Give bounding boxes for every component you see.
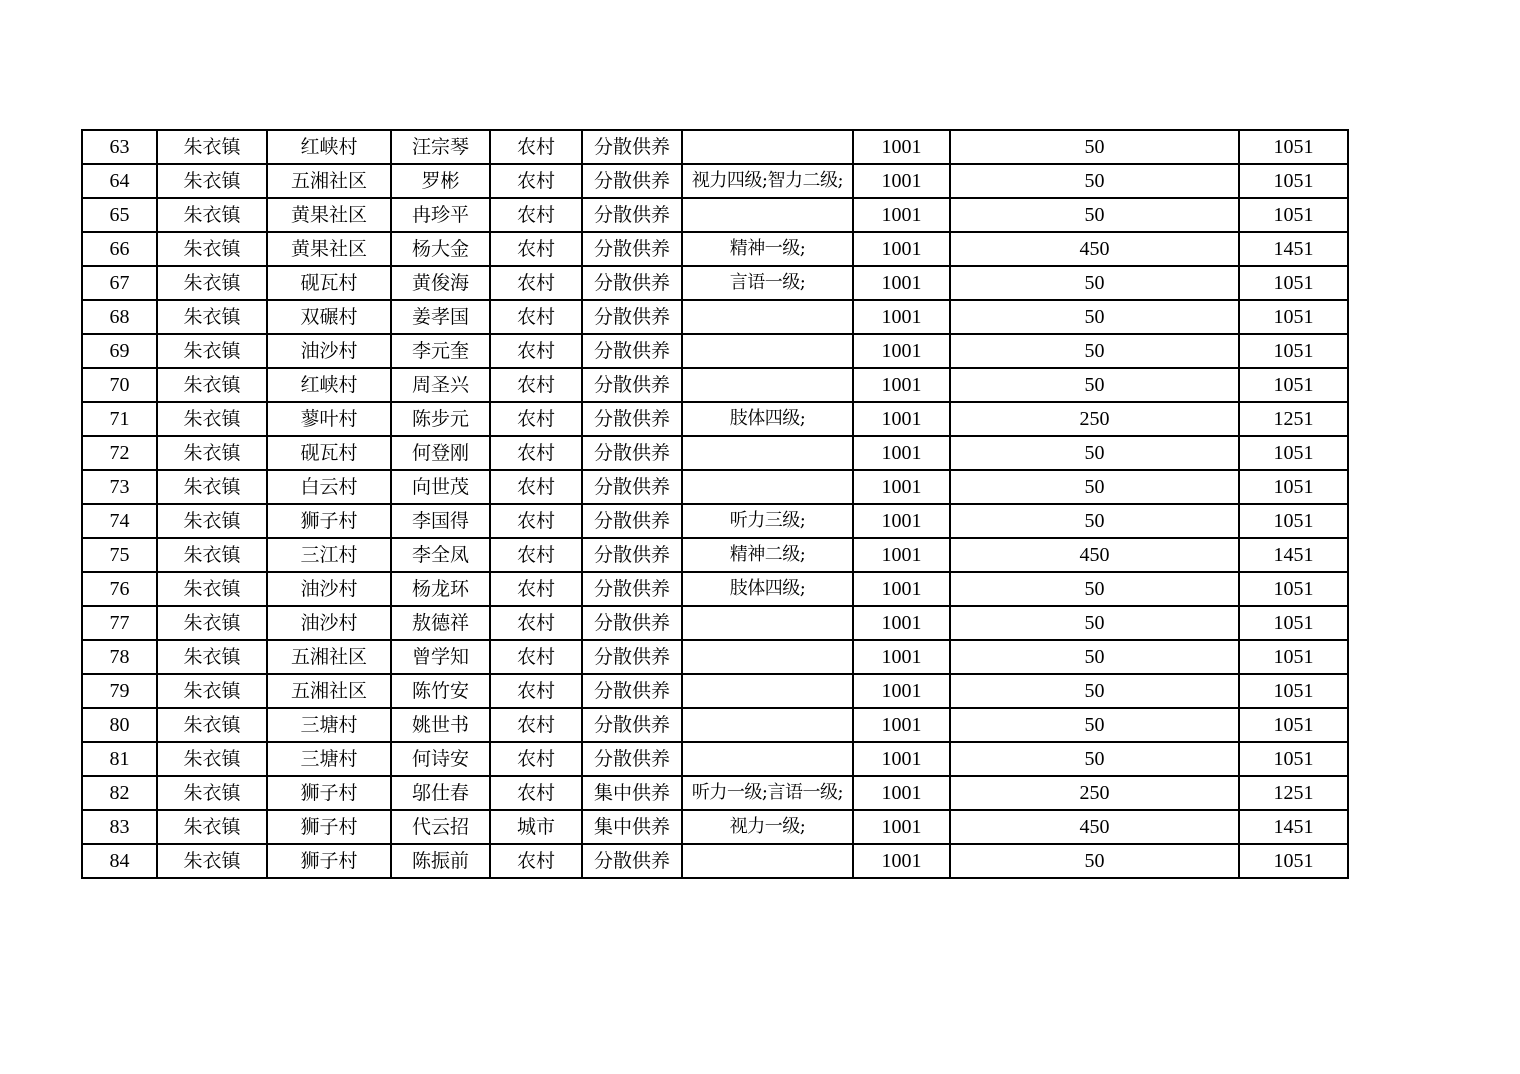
cell-village: 五湘社区: [267, 164, 391, 198]
cell-village: 红峡村: [267, 368, 391, 402]
cell-name: 汪宗琴: [391, 130, 490, 164]
cell-household-type: 农村: [490, 470, 582, 504]
cell-index: 83: [82, 810, 157, 844]
cell-town: 朱衣镇: [157, 674, 267, 708]
cell-town: 朱衣镇: [157, 436, 267, 470]
cell-extra-amount: 50: [950, 708, 1239, 742]
cell-base-amount: 1001: [853, 368, 950, 402]
table-row: [82, 844, 1348, 878]
cell-base-amount: 1001: [853, 300, 950, 334]
cell-extra-amount: 50: [950, 130, 1239, 164]
cell-name: 李元奎: [391, 334, 490, 368]
cell-village: 蓼叶村: [267, 402, 391, 436]
cell-village: 五湘社区: [267, 640, 391, 674]
cell-index: 63: [82, 130, 157, 164]
cell-support-type: 分散供养: [582, 708, 682, 742]
cell-extra-amount: 50: [950, 606, 1239, 640]
table-row: [82, 572, 1348, 606]
cell-village: 油沙村: [267, 572, 391, 606]
cell-disability: [682, 674, 853, 708]
cell-name: 罗彬: [391, 164, 490, 198]
cell-disability: 视力四级;智力二级;: [682, 164, 853, 198]
cell-village: 三江村: [267, 538, 391, 572]
cell-index: 72: [82, 436, 157, 470]
cell-disability: 精神一级;: [682, 232, 853, 266]
cell-total-amount: 1451: [1239, 538, 1348, 572]
cell-index: 65: [82, 198, 157, 232]
cell-extra-amount: 50: [950, 198, 1239, 232]
cell-total-amount: 1051: [1239, 436, 1348, 470]
cell-total-amount: 1251: [1239, 776, 1348, 810]
cell-household-type: 农村: [490, 640, 582, 674]
cell-name: 李全凤: [391, 538, 490, 572]
cell-name: 邬仕春: [391, 776, 490, 810]
cell-town: 朱衣镇: [157, 232, 267, 266]
cell-name: 陈竹安: [391, 674, 490, 708]
cell-index: 79: [82, 674, 157, 708]
table-row: [82, 810, 1348, 844]
cell-support-type: 分散供养: [582, 334, 682, 368]
cell-base-amount: 1001: [853, 538, 950, 572]
cell-base-amount: 1001: [853, 810, 950, 844]
cell-disability: [682, 640, 853, 674]
cell-base-amount: 1001: [853, 640, 950, 674]
cell-household-type: 农村: [490, 198, 582, 232]
cell-household-type: 农村: [490, 402, 582, 436]
cell-index: 73: [82, 470, 157, 504]
cell-disability: [682, 470, 853, 504]
cell-support-type: 集中供养: [582, 810, 682, 844]
cell-household-type: 农村: [490, 504, 582, 538]
cell-total-amount: 1051: [1239, 368, 1348, 402]
cell-extra-amount: 50: [950, 640, 1239, 674]
cell-village: 砚瓦村: [267, 436, 391, 470]
cell-household-type: 农村: [490, 130, 582, 164]
cell-name: 黄俊海: [391, 266, 490, 300]
cell-household-type: 农村: [490, 742, 582, 776]
cell-extra-amount: 50: [950, 674, 1239, 708]
cell-extra-amount: 50: [950, 504, 1239, 538]
cell-village: 油沙村: [267, 606, 391, 640]
table-row: [82, 674, 1348, 708]
cell-village: 狮子村: [267, 504, 391, 538]
cell-total-amount: 1051: [1239, 844, 1348, 878]
table-row: [82, 708, 1348, 742]
cell-extra-amount: 50: [950, 844, 1239, 878]
cell-support-type: 分散供养: [582, 844, 682, 878]
cell-disability: [682, 844, 853, 878]
cell-base-amount: 1001: [853, 436, 950, 470]
cell-extra-amount: 50: [950, 368, 1239, 402]
cell-village: 砚瓦村: [267, 266, 391, 300]
cell-base-amount: 1001: [853, 470, 950, 504]
table-row: [82, 164, 1348, 198]
table-row: [82, 776, 1348, 810]
cell-extra-amount: 50: [950, 266, 1239, 300]
cell-support-type: 分散供养: [582, 742, 682, 776]
cell-household-type: 农村: [490, 572, 582, 606]
table-row: [82, 300, 1348, 334]
cell-disability: 肢体四级;: [682, 402, 853, 436]
cell-total-amount: 1051: [1239, 640, 1348, 674]
cell-name: 姚世书: [391, 708, 490, 742]
cell-household-type: 农村: [490, 164, 582, 198]
table-row: [82, 130, 1348, 164]
cell-total-amount: 1051: [1239, 266, 1348, 300]
cell-base-amount: 1001: [853, 232, 950, 266]
cell-name: 周圣兴: [391, 368, 490, 402]
cell-base-amount: 1001: [853, 674, 950, 708]
cell-base-amount: 1001: [853, 504, 950, 538]
cell-extra-amount: 50: [950, 572, 1239, 606]
cell-index: 68: [82, 300, 157, 334]
cell-name: 何诗安: [391, 742, 490, 776]
cell-base-amount: 1001: [853, 130, 950, 164]
cell-village: 黄果社区: [267, 232, 391, 266]
table-row: [82, 436, 1348, 470]
cell-total-amount: 1451: [1239, 810, 1348, 844]
table-row: [82, 470, 1348, 504]
cell-disability: [682, 436, 853, 470]
table-row: [82, 198, 1348, 232]
cell-town: 朱衣镇: [157, 402, 267, 436]
cell-total-amount: 1051: [1239, 198, 1348, 232]
cell-support-type: 分散供养: [582, 232, 682, 266]
cell-name: 李国得: [391, 504, 490, 538]
table-row: [82, 334, 1348, 368]
cell-village: 三塘村: [267, 742, 391, 776]
cell-village: 红峡村: [267, 130, 391, 164]
cell-index: 66: [82, 232, 157, 266]
cell-support-type: 分散供养: [582, 130, 682, 164]
cell-extra-amount: 50: [950, 436, 1239, 470]
cell-extra-amount: 50: [950, 164, 1239, 198]
cell-name: 姜孝国: [391, 300, 490, 334]
cell-household-type: 农村: [490, 266, 582, 300]
cell-disability: 肢体四级;: [682, 572, 853, 606]
cell-household-type: 农村: [490, 232, 582, 266]
cell-household-type: 农村: [490, 538, 582, 572]
cell-name: 杨大金: [391, 232, 490, 266]
cell-extra-amount: 250: [950, 402, 1239, 436]
cell-total-amount: 1051: [1239, 742, 1348, 776]
cell-name: 陈步元: [391, 402, 490, 436]
cell-household-type: 农村: [490, 368, 582, 402]
cell-index: 74: [82, 504, 157, 538]
cell-village: 白云村: [267, 470, 391, 504]
cell-index: 69: [82, 334, 157, 368]
cell-village: 狮子村: [267, 844, 391, 878]
table-row: [82, 640, 1348, 674]
cell-name: 向世茂: [391, 470, 490, 504]
cell-support-type: 集中供养: [582, 776, 682, 810]
cell-town: 朱衣镇: [157, 368, 267, 402]
cell-town: 朱衣镇: [157, 504, 267, 538]
cell-disability: 听力一级;言语一级;: [682, 776, 853, 810]
cell-total-amount: 1051: [1239, 164, 1348, 198]
cell-name: 杨龙环: [391, 572, 490, 606]
cell-index: 64: [82, 164, 157, 198]
cell-disability: 言语一级;: [682, 266, 853, 300]
cell-base-amount: 1001: [853, 334, 950, 368]
cell-base-amount: 1001: [853, 402, 950, 436]
cell-total-amount: 1451: [1239, 232, 1348, 266]
cell-support-type: 分散供养: [582, 470, 682, 504]
cell-name: 何登刚: [391, 436, 490, 470]
cell-total-amount: 1051: [1239, 334, 1348, 368]
cell-total-amount: 1051: [1239, 470, 1348, 504]
table-row: [82, 742, 1348, 776]
cell-town: 朱衣镇: [157, 742, 267, 776]
cell-name: 代云招: [391, 810, 490, 844]
cell-index: 75: [82, 538, 157, 572]
cell-town: 朱衣镇: [157, 300, 267, 334]
table-row: [82, 402, 1348, 436]
cell-household-type: 城市: [490, 810, 582, 844]
cell-disability: [682, 300, 853, 334]
cell-village: 双碾村: [267, 300, 391, 334]
cell-support-type: 分散供养: [582, 572, 682, 606]
cell-village: 五湘社区: [267, 674, 391, 708]
cell-index: 81: [82, 742, 157, 776]
cell-household-type: 农村: [490, 606, 582, 640]
cell-support-type: 分散供养: [582, 436, 682, 470]
cell-total-amount: 1251: [1239, 402, 1348, 436]
cell-base-amount: 1001: [853, 708, 950, 742]
cell-extra-amount: 450: [950, 232, 1239, 266]
cell-index: 84: [82, 844, 157, 878]
cell-household-type: 农村: [490, 776, 582, 810]
cell-base-amount: 1001: [853, 572, 950, 606]
cell-disability: 精神二级;: [682, 538, 853, 572]
cell-base-amount: 1001: [853, 606, 950, 640]
cell-household-type: 农村: [490, 708, 582, 742]
cell-index: 76: [82, 572, 157, 606]
cell-base-amount: 1001: [853, 742, 950, 776]
cell-town: 朱衣镇: [157, 776, 267, 810]
cell-support-type: 分散供养: [582, 164, 682, 198]
cell-village: 狮子村: [267, 810, 391, 844]
data-table: [81, 129, 1349, 879]
cell-village: 三塘村: [267, 708, 391, 742]
cell-total-amount: 1051: [1239, 708, 1348, 742]
cell-town: 朱衣镇: [157, 198, 267, 232]
cell-town: 朱衣镇: [157, 470, 267, 504]
cell-base-amount: 1001: [853, 198, 950, 232]
cell-disability: [682, 742, 853, 776]
cell-base-amount: 1001: [853, 266, 950, 300]
cell-support-type: 分散供养: [582, 300, 682, 334]
cell-household-type: 农村: [490, 674, 582, 708]
cell-household-type: 农村: [490, 436, 582, 470]
cell-extra-amount: 50: [950, 742, 1239, 776]
cell-total-amount: 1051: [1239, 130, 1348, 164]
cell-town: 朱衣镇: [157, 334, 267, 368]
cell-index: 78: [82, 640, 157, 674]
table-row: [82, 504, 1348, 538]
cell-village: 油沙村: [267, 334, 391, 368]
cell-village: 黄果社区: [267, 198, 391, 232]
cell-base-amount: 1001: [853, 776, 950, 810]
cell-base-amount: 1001: [853, 844, 950, 878]
cell-support-type: 分散供养: [582, 402, 682, 436]
cell-index: 80: [82, 708, 157, 742]
cell-index: 70: [82, 368, 157, 402]
cell-town: 朱衣镇: [157, 844, 267, 878]
table-row: [82, 368, 1348, 402]
cell-disability: [682, 606, 853, 640]
cell-name: 曾学知: [391, 640, 490, 674]
table-row: [82, 232, 1348, 266]
cell-support-type: 分散供养: [582, 504, 682, 538]
cell-index: 77: [82, 606, 157, 640]
cell-index: 71: [82, 402, 157, 436]
cell-household-type: 农村: [490, 844, 582, 878]
cell-name: 敖德祥: [391, 606, 490, 640]
cell-support-type: 分散供养: [582, 266, 682, 300]
cell-disability: [682, 198, 853, 232]
cell-disability: 听力三级;: [682, 504, 853, 538]
cell-town: 朱衣镇: [157, 538, 267, 572]
cell-town: 朱衣镇: [157, 572, 267, 606]
cell-name: 陈振前: [391, 844, 490, 878]
cell-household-type: 农村: [490, 334, 582, 368]
cell-extra-amount: 50: [950, 300, 1239, 334]
cell-index: 67: [82, 266, 157, 300]
cell-support-type: 分散供养: [582, 606, 682, 640]
table-row: [82, 266, 1348, 300]
table-row: [82, 538, 1348, 572]
cell-town: 朱衣镇: [157, 640, 267, 674]
cell-total-amount: 1051: [1239, 606, 1348, 640]
cell-support-type: 分散供养: [582, 674, 682, 708]
cell-town: 朱衣镇: [157, 164, 267, 198]
cell-name: 冉珍平: [391, 198, 490, 232]
cell-total-amount: 1051: [1239, 674, 1348, 708]
cell-disability: [682, 334, 853, 368]
cell-household-type: 农村: [490, 300, 582, 334]
cell-disability: [682, 130, 853, 164]
cell-extra-amount: 50: [950, 334, 1239, 368]
cell-support-type: 分散供养: [582, 640, 682, 674]
cell-disability: 视力一级;: [682, 810, 853, 844]
cell-town: 朱衣镇: [157, 810, 267, 844]
cell-extra-amount: 250: [950, 776, 1239, 810]
cell-extra-amount: 450: [950, 538, 1239, 572]
cell-town: 朱衣镇: [157, 130, 267, 164]
table-body: [82, 130, 1348, 878]
cell-base-amount: 1001: [853, 164, 950, 198]
cell-disability: [682, 708, 853, 742]
cell-support-type: 分散供养: [582, 198, 682, 232]
cell-support-type: 分散供养: [582, 538, 682, 572]
cell-total-amount: 1051: [1239, 572, 1348, 606]
cell-town: 朱衣镇: [157, 606, 267, 640]
cell-town: 朱衣镇: [157, 266, 267, 300]
cell-support-type: 分散供养: [582, 368, 682, 402]
cell-town: 朱衣镇: [157, 708, 267, 742]
cell-total-amount: 1051: [1239, 300, 1348, 334]
cell-village: 狮子村: [267, 776, 391, 810]
cell-index: 82: [82, 776, 157, 810]
cell-total-amount: 1051: [1239, 504, 1348, 538]
cell-extra-amount: 50: [950, 470, 1239, 504]
cell-extra-amount: 450: [950, 810, 1239, 844]
cell-disability: [682, 368, 853, 402]
table-row: [82, 606, 1348, 640]
